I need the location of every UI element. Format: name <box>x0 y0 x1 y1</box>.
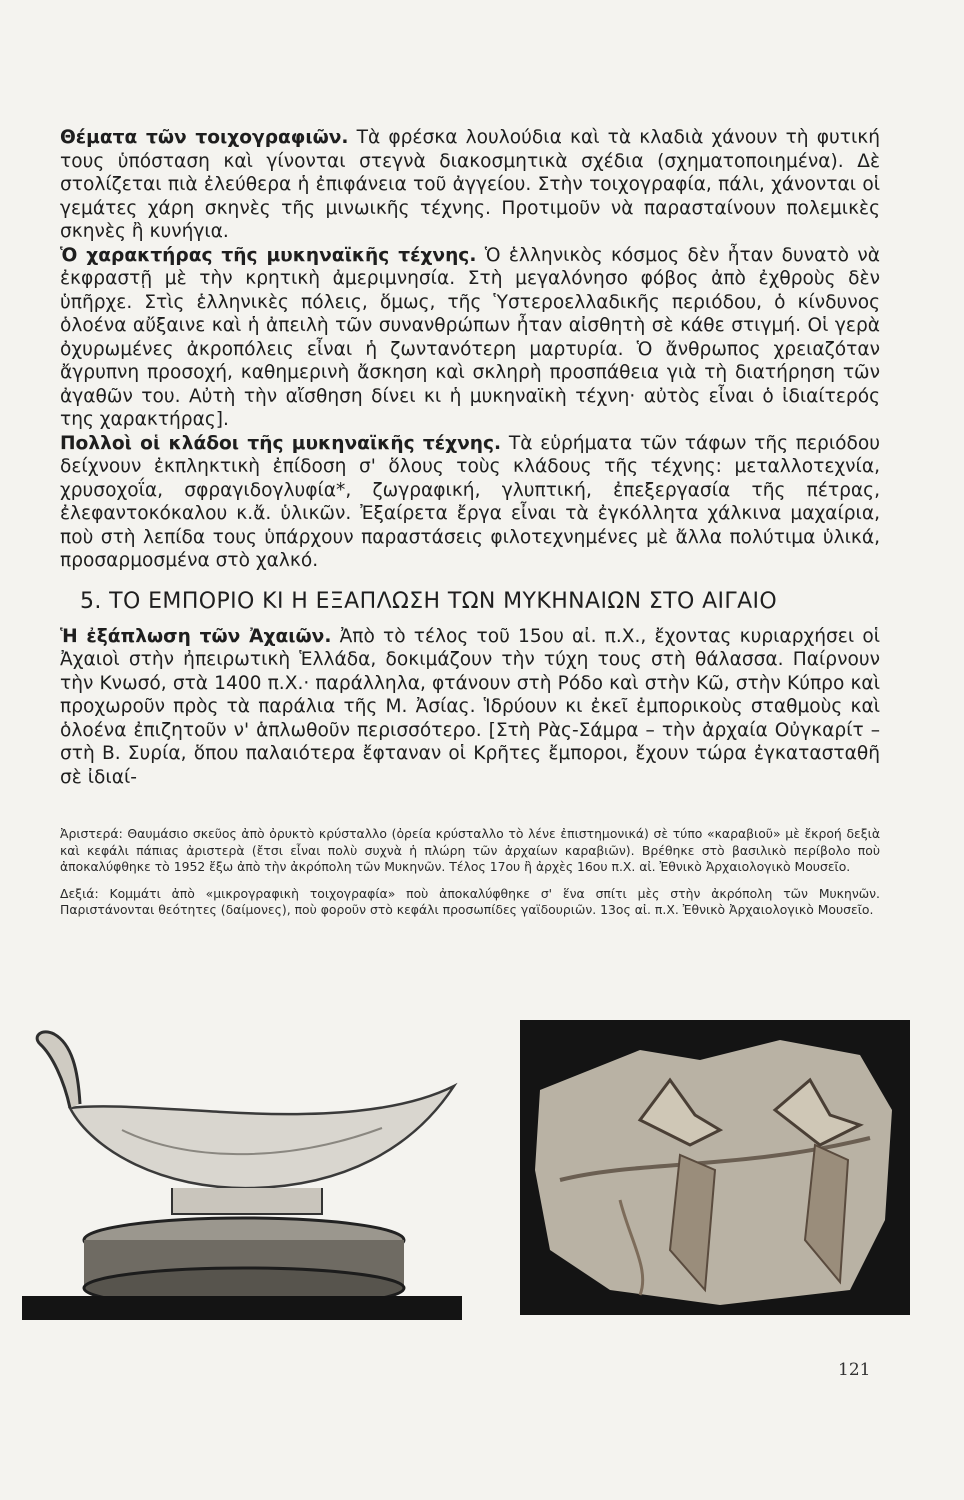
section-title: 5. ΤΟ ΕΜΠΟΡΙΟ ΚΙ Η ΕΞΑΠΛΩΣΗ ΤΩΝ ΜΥΚΗΝΑΙΩΝ ΣΤΟ ΑΙΓΑΙΟ <box>80 588 778 614</box>
paragraph-body: Ὁ ἑλληνικὸς κόσμος δὲν ἦταν δυνατὸ νὰ ἐκφραστῇ μὲ τὴν κρητικὴ ἀμεριμνησία. Στὴ μεγαλόνησο φόβος ἀπὸ ἐχθροὺς δὲν ὑπῆρχε. Στὶς ἑλληνικὲς πόλεις, ὅμως, τῆς Ὑστεροελλαδικῆς περιόδου, ὁ κίνδυνος ὁλοένα αὔξαινε καὶ ἡ ἀπειλὴ τῶν συνανθρώπων ἦταν αἰσθητὴ σὲ κάθε στιγμή. Οἱ γερὰ ὀχυρωμένες ἀκροπόλεις εἶναι ἡ ζωντανότερη μαρτυρία. Ὁ ἄνθρωπος χρειαζόταν ἄγρυπνη προσοχή, καθημερινὴ ἄσκηση καὶ σκληρὴ προσπάθεια γιὰ τὴ διατήρηση τῶν ἀγαθῶν του. Αὐτὴ τὴν αἴσθηση δίνει κι ἡ μυκηναϊκὴ τέχνη· αὐτὸς εἶναι ὁ ἰδιαίτερός της χαρακτήρας]. <box>60 244 880 430</box>
paragraph-heading: Θέματα τῶν τοιχογραφιῶν. <box>60 127 349 148</box>
figure-captions <box>60 826 880 929</box>
paragraph-art-branches <box>60 432 880 573</box>
paragraph-achaean-expansion <box>60 625 880 790</box>
paragraph-heading: Πολλοὶ οἱ κλάδοι τῆς μυκηναϊκῆς τέχνης. <box>60 432 502 454</box>
paragraph-heading: Ἡ ἐξάπλωση τῶν Ἀχαιῶν. <box>60 625 332 647</box>
donkey-demons-fresco-photo <box>520 1020 910 1315</box>
paragraph-heading: Ὁ χαρακτήρας τῆς μυκηναϊκῆς τέχνης. <box>60 244 477 266</box>
paragraph-mycenaean-character <box>60 244 880 432</box>
caption-right: Δεξιά: Κομμάτι ἀπὸ «μικρογραφικὴ τοιχογραφία» ποὺ ἀποκαλύφθηκε σ' ἕνα σπίτι μὲς στὴν ἀκρόπολη τῶν Μυκηνῶν. Παριστάνονται θεότητες (δαίμονες), ποὺ φοροῦν στὸ κεφάλι προσωπίδες γαϊδουριῶν. 13ος αἰ. π.Χ. Ἐθνικὸ Ἀρχαιολογικὸ Μουσεῖο. <box>60 885 880 917</box>
paragraph-body: Τὰ φρέσκα λουλούδια καὶ τὰ κλαδιὰ χάνουν τὴ φυτική τους ὑπόσταση καὶ γίνονται στεγνὰ διακοσμητικὰ σχέδια (σχηματοποιημένα). Δὲ στολίζεται πιὰ ἐλεύθερα ἡ ἐπιφάνεια τοῦ ἀγγείου. Στὴν τοιχογραφία, πάλι, χάνονται οἱ γεμάτες χάρη σκηνὲς τῆς μινωικῆς τέχνης. Προτιμοῦν νὰ παρασταίνουν πολεμικὲς σκηνὲς ἢ κυνήγια. <box>60 127 880 242</box>
paragraph-body: Τὰ εὑρήματα τῶν τάφων τῆς περιόδου δείχνουν ἐκπληκτικὴ ἐπίδοση σ' ὅλους τοὺς κλάδους τῆς τέχνης: μεταλλοτεχνία, χρυσοχοΐα, σφραγιδογλυφία*, ζωγραφική, γλυπτική, ἐπεξεργασία τῆς πέτρας, ἐλεφαντοκόκαλου κ.ἄ. ὑλικῶν. Ἐξαίρετα ἔργα εἶναι τὰ ἐγκόλλητα χάλκινα μαχαίρια, ποὺ στὴ λεπίδα τους ὑπάρχουν παραστάσεις φιλοτεχνημένες μὲ ἄλλα πολύτιμα ὑλικά, προσαρμοσμένα στὸ χαλκό. <box>60 432 881 571</box>
paragraph-body: Ἀπὸ τὸ τέλος τοῦ 15ου αἰ. π.Χ., ἔχοντας κυριαρχήσει οἱ Ἀχαιοὶ στὴν ἠπειρωτικὴ Ἑλλάδα, δοκιμάζουν τὴν τύχη τους στὴ θάλασσα. Παίρνουν τὴν Κνωσό, στὰ 1400 π.Χ.· παράλληλα, φτάνουν στὴ Ρόδο καὶ στὴν Κῶ, στὴν Κύπρο καὶ προχωροῦν πρὸς τὰ παράλια τῆς Μ. Ἀσίας. Ἱδρύουν κι ἐκεῖ ἐμπορικοὺς σταθμοὺς καὶ ὁλοένα ἐπιζητοῦν ν' ἁπλωθοῦν περισσότερο. [Στὴ Ρὰς-Σάμρα – τὴν ἀρχαία Οὐγκαρίτ – στὴ Β. Συρία, ὅπου παλαιότερα ἔφταναν οἱ Κρῆτες ἔμποροι, ἔχουν τώρα ἐγκατασταθῆ σὲ ἰδιαί- <box>60 625 880 788</box>
paragraph-fresco-themes <box>60 126 880 244</box>
crystal-duck-vessel-photo <box>22 1000 462 1320</box>
caption-left: Ἀριστερά: Θαυμάσιο σκεῦος ἀπὸ ὀρυκτὸ κρύσταλλο (ὀρεία κρύσταλλο τὸ λένε ἐπιστημονικά) σὲ τύπο «καραβιοῦ» μὲ ἔκροή δεξιὰ καὶ κεφάλι πάπιας ἀριστερὰ (ἔτσι εἶναι πολὺ συχνὰ ἡ πλώρη τῶν ἀρχαίων καραβιῶν). Βρέθηκε στὸ βασιλικὸ περίβολο ποὺ ἀποκαλύφθηκε τὸ 1952 ἔξω ἀπὸ τὴν ἀκρόπολη τῶν Μυκηνῶν. Τέλος 17ου ἢ ἀρχὲς 16ου π.Χ. αἰ. Ἐθνικὸ Ἀρχαιολογικὸ Μουσεῖο. <box>60 826 880 874</box>
main-text <box>60 126 880 789</box>
page-number: 121 <box>838 1360 871 1380</box>
